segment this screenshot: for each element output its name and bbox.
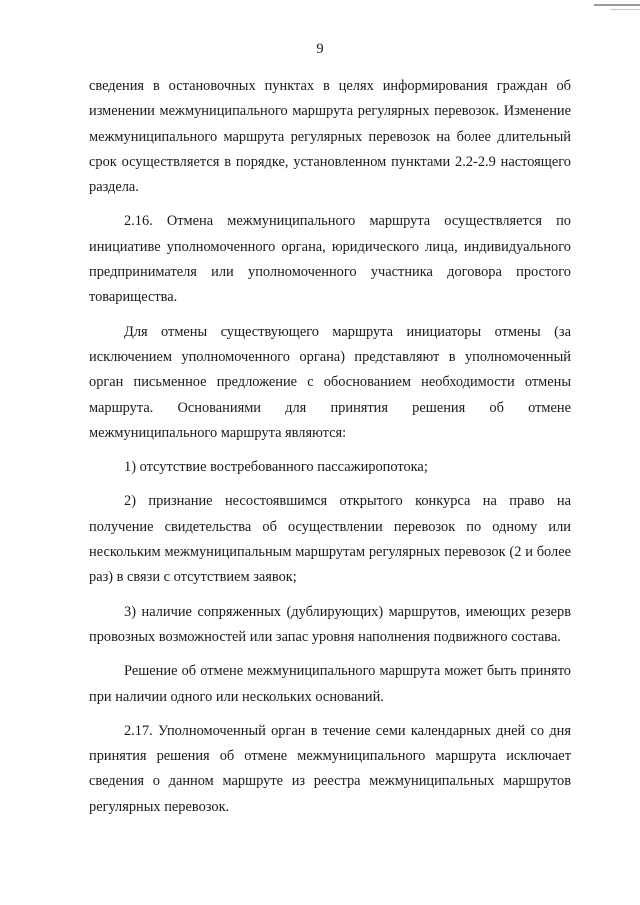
scan-edge-mark-secondary (610, 9, 640, 10)
document-body (89, 74, 571, 829)
list-item-3: 3) наличие сопряженных (дублирующих) маршрутов, имеющих резерв провозных возможностей или запас уровня наполнения подвижного состава. (89, 603, 571, 645)
paragraph-decision: Решение об отмене межмуниципального маршрута может быть принято при наличии одного или нескольких оснований. (89, 663, 571, 705)
list-item-1: 1) отсутствие востребованного пассажиропотока; (124, 459, 428, 476)
paragraph-2-17: 2.17. Уполномоченный орган в течение семи календарных дней со дня принятия решения об отмене межмуниципального маршрута исключает сведения о данном маршруте из реестра межмуниципальных маршрутов регулярных перевозок. (89, 722, 571, 815)
page-number: 9 (316, 41, 324, 57)
paragraph-continuation: сведения в остановочных пунктах в целях информирования граждан об изменении межмуниципального маршрута регулярных перевозок. Изменение межмуниципального маршрута регулярных перевозок на более длительный срок осуществляется в порядке, установленном пунктами 2.2-2.9 настоящего раздела. (89, 78, 571, 196)
paragraph-2-16: 2.16. Отмена межмуниципального маршрута осуществляется по инициативе уполномоченного органа, юридического лица, индивидуального предпринимателя или уполномоченного участника договора простого товарищества. (89, 213, 571, 306)
scan-edge-mark (594, 4, 640, 6)
paragraph-cancellation-grounds: Для отмены существующего маршрута инициаторы отмены (за исключением уполномоченного органа) представляют в уполномоченный орган письменное предложение с обоснованием необходимости отмены маршрута. Основаниями для принятия решения об отмене межмуниципального маршрута являются: (89, 323, 571, 441)
list-item-2: 2) признание несостоявшимся открытого конкурса на право на получение свидетельства об осуществлении перевозок по одному или нескольким межмуниципальным маршрутам регулярных перевозок (2 и более раз) в связи с отсутствием заявок; (89, 493, 571, 586)
